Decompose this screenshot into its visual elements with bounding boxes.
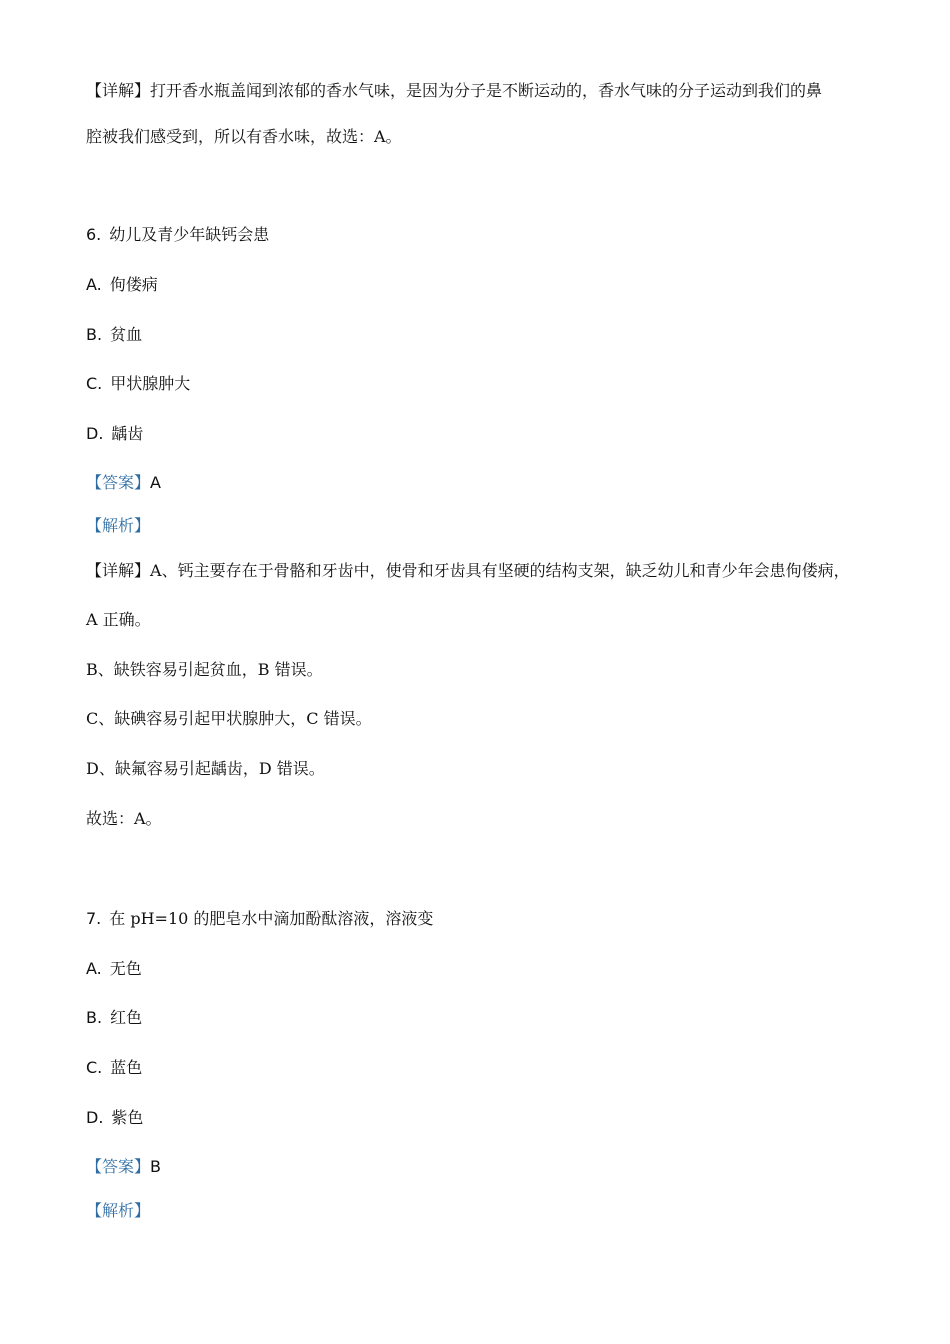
detail-tag: 【详解】	[86, 561, 151, 580]
answer-value: B	[150, 1157, 161, 1176]
q7-analysis-tag: 【解析】	[86, 1201, 151, 1220]
q6-analysis-tag: 【解析】	[86, 516, 151, 535]
question-number: 6.	[86, 225, 102, 244]
option-letter: C.	[86, 1058, 103, 1077]
option-text: 紫色	[111, 1108, 144, 1127]
q6-option-b	[86, 324, 142, 346]
option-text: 龋齿	[111, 424, 144, 443]
prev-detail-line-2: 腔被我们感受到，所以有香水味，故选：A。	[86, 127, 402, 146]
option-text: 贫血	[110, 325, 143, 344]
q7-option-a	[86, 958, 142, 980]
question-6-stem	[86, 224, 269, 246]
option-letter: B.	[86, 325, 103, 344]
q6-detail-line-1	[86, 560, 850, 582]
option-letter: D.	[86, 424, 104, 443]
q6-option-c	[86, 373, 190, 395]
q7-answer	[86, 1156, 161, 1178]
question-number: 7.	[86, 909, 102, 928]
option-letter: A.	[86, 959, 102, 978]
q7-option-b	[86, 1007, 142, 1029]
option-text: 无色	[109, 959, 142, 978]
prev-detail-line-1	[86, 80, 822, 102]
q6-detail-b: B、缺铁容易引起贫血，B 错误。	[86, 660, 323, 679]
q6-option-a	[86, 274, 158, 296]
q6-option-d	[86, 423, 143, 445]
question-text: 在 pH=10 的肥皂水中滴加酚酞溶液，溶液变	[109, 909, 434, 928]
q7-option-d	[86, 1107, 143, 1129]
detail-tag: 【详解】	[86, 81, 151, 100]
option-text: 红色	[110, 1008, 143, 1027]
q6-answer	[86, 472, 161, 494]
answer-tag: 【答案】	[86, 473, 151, 492]
q6-detail-line-2: A 正确。	[86, 610, 151, 629]
answer-value: A	[150, 473, 161, 492]
option-letter: A.	[86, 275, 102, 294]
option-text: 甲状腺肿大	[110, 374, 191, 393]
q7-option-c	[86, 1057, 142, 1079]
q6-conclusion: 故选：A。	[86, 809, 162, 828]
option-letter: B.	[86, 1008, 103, 1027]
q6-detail-c: C、缺碘容易引起甲状腺肿大，C 错误。	[86, 709, 372, 728]
detail-text: 打开香水瓶盖闻到浓郁的香水气味，是因为分子是不断运动的，香水气味的分子运动到我们的鼻	[150, 81, 823, 100]
option-text: 蓝色	[110, 1058, 143, 1077]
option-text: 佝偻病	[109, 275, 158, 294]
answer-tag: 【答案】	[86, 1157, 151, 1176]
detail-text: A、钙主要存在于骨骼和牙齿中，使骨和牙齿具有坚硬的结构支架，缺乏幼儿和青少年会患佝偻病，	[150, 561, 850, 580]
question-text: 幼儿及青少年缺钙会患	[109, 225, 270, 244]
q6-detail-d: D、缺氟容易引起龋齿，D 错误。	[86, 759, 325, 778]
option-letter: C.	[86, 374, 103, 393]
question-7-stem	[86, 908, 433, 930]
option-letter: D.	[86, 1108, 104, 1127]
